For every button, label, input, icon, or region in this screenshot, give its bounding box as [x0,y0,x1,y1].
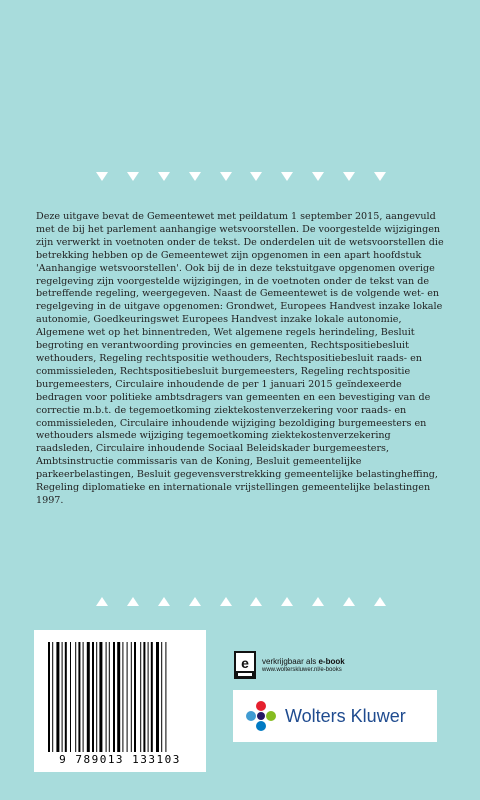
triangle-up-icon [158,597,170,606]
svg-text:e: e [241,655,249,671]
publisher-name: Wolters Kluwer [285,705,406,726]
triangle-down-icon [96,172,108,181]
barcode-panel [34,630,206,772]
ebook-notice [234,651,345,679]
triangle-down-icon [250,172,262,181]
triangle-up-icon [312,597,324,606]
back-cover-blurb: Deze uitgave bevat de Gemeentewet met peildatum 1 september 2015, aangevuld met de bij het parlement aanhangige wetsvoorstellen. De voorgestelde wijzigingen zijn verwerkt in voetnoten onder de tekst. De onderdelen uit de wetsvoorstellen die betrekking hebben op de Gemeentewet zijn opgenomen in een apart hoofdstuk 'Aanhangige wetsvoorstellen'. Ook bij de in deze tekstuitgave opgenomen overige regelgeving zijn voorgestelde wijzigingen, in de voetnoten onder de tekst van de betreffende regeling, weergegeven. Naast de Gemeentewet is de volgende wet- en regelgeving in de uitgave opgenomen: Grondwet, Europees Handvest inzake lokale autonomie, Goedkeuringswet Europees Handvest inzake lokale autonomie, Algemene wet op het binnentreden, Wet algemene regels herindeling, Besluit begroting en verantwoording provincies en gemeenten, Rechtspositiebesluit wethouders, Regeling rechtspositie wethouders, Rechtspositiebesluit raads- en commissieleden, Rechtspositiebesluit burgemeesters, Regeling rechtspositie burgemeesters, Circulaire inhoudende de per 1 januari 2015 geïndexeerde bedragen voor politieke ambtsdragers van gemeenten en een bevestiging van de correctie m.b.t. de tegemoetkoming ziektekostenverzekering voor raads- en commissieleden, Circulaire inhoudende wijziging bezoldiging burgemeesters en wethouders alsmede wijziging tegemoetkoming ziektekostenverzekering raadsleden, Circulaire inhoudende Sociaal Beleidskader burgemeesters, Ambtsinstructie commissaris van de Koning, Besluit gemeentelijke parkeerbelastingen, Besluit gegevensverstrekking gemeentelijke belastingheffing, Regeling diplomatieke en internationale vrijstellingen gemeentelijke belastingen 1997. [36,211,444,506]
ebook-icon [234,651,256,679]
wolters-kluwer-logo [245,700,277,732]
publisher-logo-panel [233,690,437,742]
ebook-url: www.wolterskluwer.nl/e-books [262,667,342,673]
triangle-up-icon [250,597,262,606]
triangle-up-icon [281,597,293,606]
triangle-up-icon [96,597,108,606]
triangle-down-icon [158,172,170,181]
triangle-up-icon [127,597,139,606]
triangle-down-icon [281,172,293,181]
barcode [46,642,196,752]
triangle-down-icon [343,172,355,181]
triangle-up-icon [374,597,386,606]
triangle-up-icon [220,597,232,606]
triangle-down-icon [220,172,232,181]
top-triangle-row [96,172,386,181]
triangle-down-icon [189,172,201,181]
bottom-triangle-row [96,597,386,606]
ebook-available-text: verkrijgbaar als e-book [262,657,345,666]
triangle-down-icon [374,172,386,181]
isbn-digits: 9 789013 133103 [59,753,181,766]
triangle-up-icon [343,597,355,606]
triangle-down-icon [312,172,324,181]
triangle-up-icon [189,597,201,606]
triangle-down-icon [127,172,139,181]
